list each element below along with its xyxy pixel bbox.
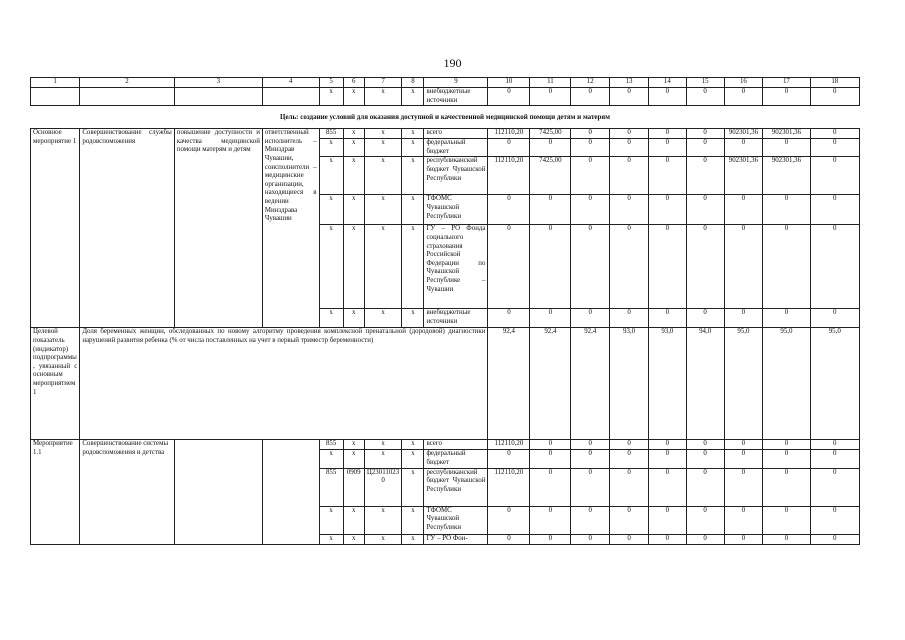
amount-cell: 0 [686,129,724,139]
amount-cell: 0 [724,450,763,468]
col-number: 5 [319,78,343,88]
col-number: 7 [364,78,402,88]
amount-cell: 7425,00 [530,129,571,139]
code-grbs: 855 [319,468,343,506]
page-number: 190 [443,56,462,70]
col-number: 1 [31,78,80,88]
event-name: Совершенствование системы родовспоможения и детства [80,440,174,544]
indicator-value: 92,4 [488,328,530,440]
code-target: х [364,88,402,106]
code-target: Ц230110230 [364,468,402,506]
amount-cell: 0 [488,139,530,157]
amount-cell: 0 [530,506,571,534]
code-target: х [364,309,402,328]
code-section: х [343,534,364,544]
empty-cell [262,440,319,544]
amount-cell: 0 [810,506,859,534]
event-executor: ответственный исполнитель – Минздрав Чувашии, соисполнители – медицинские организации, находящиеся в ведении Минздрава Чувашии [262,129,319,328]
col-number: 18 [810,78,859,88]
amount-cell: 0 [724,534,763,544]
code-section: х [343,157,364,195]
amount-cell: 0 [686,195,724,225]
funding-source: республиканский бюджет Чувашской Республики [424,468,488,506]
funding-source: республиканский бюджет Чувашской Республики [424,157,488,195]
event-label: Основное мероприятие 1 [31,129,80,328]
code-grbs: х [319,225,343,309]
funding-source: всего [424,440,488,450]
empty-cell [262,88,319,106]
indicator-label: Целевой показатель (индикатор) подпрограммы, увязанный с основным мероприятием 1 [31,328,80,440]
empty-cell [31,88,80,106]
amount-cell: 0 [610,450,649,468]
code-section: х [343,129,364,139]
code-type: х [402,225,424,309]
amount-cell: 0 [686,440,724,450]
col-number: 8 [402,78,424,88]
indicator-value: 92,4 [571,328,610,440]
amount-cell: 0 [648,195,686,225]
amount-cell: 0 [530,139,571,157]
amount-cell: 112110,20 [488,129,530,139]
code-grbs: х [319,157,343,195]
amount-cell: 0 [571,534,610,544]
indicator-value: 94,0 [686,328,724,440]
amount-cell: 0 [648,129,686,139]
amount-cell: 0 [810,440,859,450]
amount-cell: 0 [488,309,530,328]
code-section: х [343,195,364,225]
amount-cell: 0 [810,88,859,106]
amount-cell: 0 [810,157,859,195]
amount-cell: 0 [530,450,571,468]
amount-cell: 0 [810,534,859,544]
amount-cell: 0 [724,309,763,328]
amount-cell: 0 [810,309,859,328]
amount-cell: 0 [648,139,686,157]
amount-cell: 0 [686,468,724,506]
amount-cell: 0 [571,139,610,157]
amount-cell: 0 [763,225,810,309]
indicator-row [31,328,860,440]
table-body [31,78,860,545]
amount-cell: 0 [571,225,610,309]
indicator-value: 92,4 [530,328,571,440]
goal-row [31,106,860,129]
amount-cell: 112110,20 [488,440,530,450]
code-type: х [402,309,424,328]
amount-cell: 0 [810,468,859,506]
code-grbs: х [319,534,343,544]
code-grbs: х [319,139,343,157]
code-target: х [364,139,402,157]
code-type: х [402,440,424,450]
code-type: х [402,88,424,106]
amount-cell: 0 [763,534,810,544]
code-section: х [343,440,364,450]
amount-cell: 0 [610,88,649,106]
indicator-value: 95,0 [810,328,859,440]
amount-cell: 902301,36 [763,157,810,195]
amount-cell: 0 [648,468,686,506]
code-grbs: 855 [319,129,343,139]
col-number: 14 [648,78,686,88]
code-type: х [402,468,424,506]
amount-cell: 0 [724,195,763,225]
col-number: 16 [724,78,763,88]
amount-cell: 0 [488,534,530,544]
amount-cell: 0 [530,195,571,225]
empty-cell [174,88,262,106]
amount-cell: 0 [571,468,610,506]
event-label: Мероприятие 1.1 [31,440,80,544]
funding-source: ТФОМС Чувашской Республики [424,506,488,534]
amount-cell: 0 [648,440,686,450]
amount-cell: 0 [488,225,530,309]
amount-cell: 0 [610,225,649,309]
amount-cell: 0 [763,88,810,106]
funding-source: внебюджетные источники [424,88,488,106]
amount-cell: 0 [610,506,649,534]
funding-source: федеральный бюджет [424,139,488,157]
amount-cell: 0 [571,450,610,468]
amount-cell: 902301,36 [763,129,810,139]
code-target: х [364,440,402,450]
amount-cell: 0 [724,139,763,157]
col-number: 15 [686,78,724,88]
code-grbs: х [319,88,343,106]
amount-cell: 0 [763,468,810,506]
col-number: 4 [262,78,319,88]
code-type: х [402,534,424,544]
amount-cell: 0 [724,468,763,506]
amount-cell: 0 [610,129,649,139]
amount-cell: 0 [530,309,571,328]
amount-cell: 0 [686,506,724,534]
indicator-text: Доля беременных женщин, обследованных по новому алгоритму проведения комплексной пренатальной (дородовой) диагностики нарушений развития ребенка (% от числа поставленных на учет в первый триместр беременности) [80,328,488,440]
code-target: х [364,506,402,534]
col-number: 10 [488,78,530,88]
amount-cell: 0 [488,195,530,225]
amount-cell: 112110,20 [488,468,530,506]
amount-cell: 0 [648,157,686,195]
indicator-value: 95,0 [724,328,763,440]
code-type: х [402,139,424,157]
amount-cell: 0 [488,506,530,534]
code-target: х [364,195,402,225]
code-section: х [343,506,364,534]
code-type: х [402,129,424,139]
amount-cell: 0 [610,195,649,225]
amount-cell: 0 [810,195,859,225]
code-grbs: х [319,506,343,534]
amount-cell: 0 [571,506,610,534]
amount-cell: 0 [530,225,571,309]
code-type: х [402,195,424,225]
amount-cell: 0 [810,225,859,309]
amount-cell: 0 [724,506,763,534]
col-number: 6 [343,78,364,88]
amount-cell: 7425,00 [530,157,571,195]
indicator-value: 95,0 [763,328,810,440]
code-grbs: х [319,450,343,468]
code-target: х [364,534,402,544]
amount-cell: 0 [610,534,649,544]
funding-source: федеральный бюджет [424,450,488,468]
amount-cell: 0 [610,440,649,450]
amount-cell: 0 [571,440,610,450]
amount-cell: 0 [810,139,859,157]
amount-cell: 0 [724,88,763,106]
funding-source: внебюджетные источники [424,309,488,328]
financing-row [31,88,860,106]
code-grbs: 855 [319,440,343,450]
amount-cell: 0 [763,195,810,225]
amount-cell: 0 [724,225,763,309]
col-number: 2 [80,78,174,88]
code-target: х [364,450,402,468]
code-section: х [343,225,364,309]
code-target: х [364,157,402,195]
code-type: х [402,450,424,468]
amount-cell: 0 [571,88,610,106]
code-target: х [364,225,402,309]
column-numbers-row [31,78,860,88]
amount-cell: 0 [763,450,810,468]
amount-cell: 0 [610,157,649,195]
amount-cell: 902301,36 [724,129,763,139]
amount-cell: 0 [810,450,859,468]
amount-cell: 0 [530,440,571,450]
code-grbs: х [319,195,343,225]
code-section: х [343,139,364,157]
amount-cell: 0 [763,309,810,328]
amount-cell: 112110,20 [488,157,530,195]
code-section: 0909 [343,468,364,506]
amount-cell: 0 [571,157,610,195]
amount-cell: 0 [686,88,724,106]
funding-source: всего [424,129,488,139]
amount-cell: 0 [571,129,610,139]
amount-cell: 0 [610,309,649,328]
amount-cell: 0 [686,139,724,157]
financing-row [31,440,860,450]
amount-cell: 0 [488,88,530,106]
empty-cell [174,440,262,544]
event-name: Совершенствование службы родовспоможения [80,129,174,328]
amount-cell: 0 [686,450,724,468]
col-number: 3 [174,78,262,88]
col-number: 12 [571,78,610,88]
code-type: х [402,157,424,195]
amount-cell: 0 [686,534,724,544]
amount-cell: 0 [571,309,610,328]
financing-row [31,129,860,139]
funding-source: ГУ – РО Фон- [424,534,488,544]
amount-cell: 0 [610,468,649,506]
code-section: х [343,88,364,106]
amount-cell: 0 [686,157,724,195]
amount-cell: 0 [763,506,810,534]
amount-cell: 0 [648,450,686,468]
funding-source: ГУ – РО Фонда социального страхования Российской Федерации по Чувашской Республике – Чувашии [424,225,488,309]
event-goal: повышение доступности и качества медицинской помощи матерям и детям [174,129,262,328]
amount-cell: 0 [648,534,686,544]
code-section: х [343,450,364,468]
amount-cell: 0 [763,440,810,450]
amount-cell: 0 [810,129,859,139]
col-number: 11 [530,78,571,88]
amount-cell: 0 [610,139,649,157]
amount-cell: 0 [648,506,686,534]
amount-cell: 0 [686,225,724,309]
amount-cell: 0 [763,139,810,157]
amount-cell: 0 [530,534,571,544]
code-type: х [402,506,424,534]
amount-cell: 0 [648,88,686,106]
indicator-value: 93,0 [648,328,686,440]
amount-cell: 902301,36 [724,157,763,195]
indicator-value: 93,0 [610,328,649,440]
amount-cell: 0 [571,195,610,225]
code-grbs: х [319,309,343,328]
amount-cell: 0 [530,88,571,106]
funding-source: ТФОМС Чувашской Республики [424,195,488,225]
col-number: 17 [763,78,810,88]
amount-cell: 0 [686,309,724,328]
amount-cell: 0 [648,309,686,328]
amount-cell: 0 [648,225,686,309]
goal-text: Цель: создание условий для оказания доступной и качественной медицинской помощи детям и матерям [31,106,860,129]
empty-cell [80,88,174,106]
amount-cell: 0 [488,450,530,468]
col-number: 9 [424,78,488,88]
amount-cell: 0 [530,468,571,506]
code-target: х [364,129,402,139]
amount-cell: 0 [724,440,763,450]
budget-table [30,77,860,545]
col-number: 13 [610,78,649,88]
code-section: х [343,309,364,328]
